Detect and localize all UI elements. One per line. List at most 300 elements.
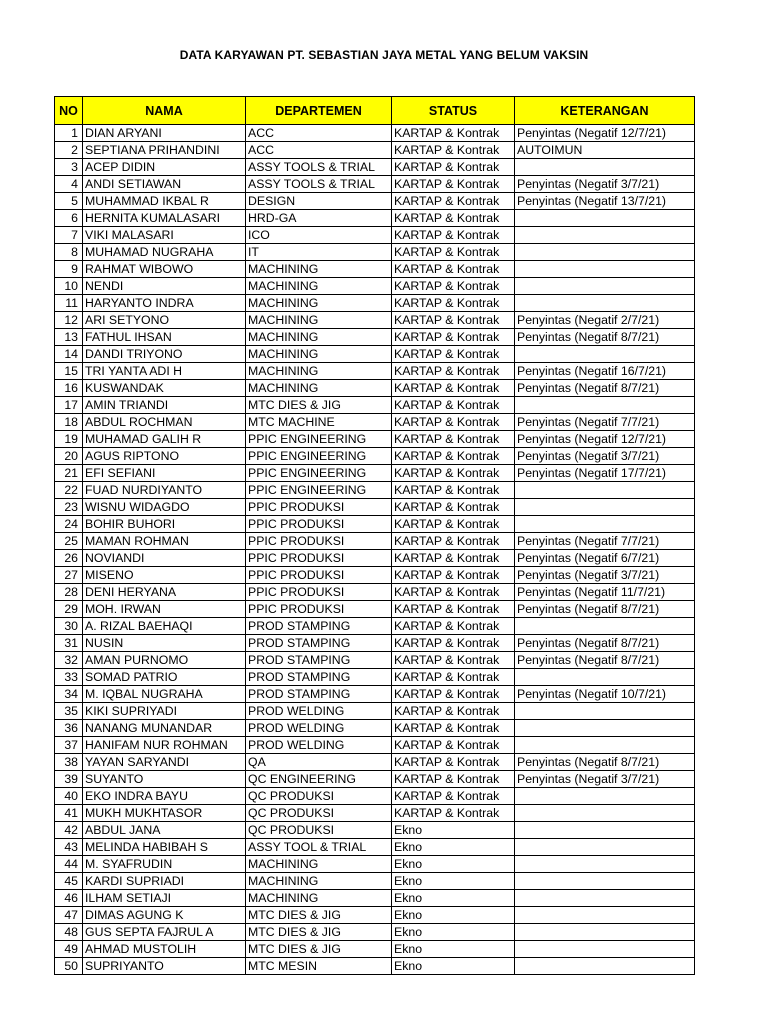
cell-status: KARTAP & Kontrak xyxy=(392,635,515,652)
cell-nama: NOVIANDI xyxy=(83,550,246,567)
cell-no: 17 xyxy=(55,397,83,414)
table-row xyxy=(55,159,695,176)
cell-status: KARTAP & Kontrak xyxy=(392,482,515,499)
cell-keterangan xyxy=(515,261,695,278)
cell-nama: KUSWANDAK xyxy=(83,380,246,397)
cell-departemen: PPIC ENGINEERING xyxy=(246,482,392,499)
table-row xyxy=(55,448,695,465)
column-header-nama: NAMA xyxy=(83,97,246,125)
cell-status: KARTAP & Kontrak xyxy=(392,567,515,584)
cell-departemen: PPIC PRODUKSI xyxy=(246,499,392,516)
cell-no: 14 xyxy=(55,346,83,363)
cell-no: 29 xyxy=(55,601,83,618)
cell-departemen: MACHINING xyxy=(246,312,392,329)
table-row xyxy=(55,924,695,941)
cell-departemen: MACHINING xyxy=(246,856,392,873)
cell-status: Ekno xyxy=(392,941,515,958)
cell-keterangan xyxy=(515,737,695,754)
cell-departemen: QC PRODUKSI xyxy=(246,822,392,839)
cell-no: 19 xyxy=(55,431,83,448)
cell-keterangan xyxy=(515,278,695,295)
cell-no: 50 xyxy=(55,958,83,975)
cell-status: Ekno xyxy=(392,958,515,975)
cell-departemen: PPIC PRODUKSI xyxy=(246,533,392,550)
cell-keterangan xyxy=(515,720,695,737)
cell-status: KARTAP & Kontrak xyxy=(392,193,515,210)
table-row xyxy=(55,669,695,686)
table-row xyxy=(55,176,695,193)
cell-departemen: MACHINING xyxy=(246,261,392,278)
cell-status: KARTAP & Kontrak xyxy=(392,244,515,261)
cell-status: KARTAP & Kontrak xyxy=(392,159,515,176)
table-row xyxy=(55,771,695,788)
cell-no: 10 xyxy=(55,278,83,295)
cell-keterangan xyxy=(515,907,695,924)
cell-departemen: PROD STAMPING xyxy=(246,618,392,635)
table-row xyxy=(55,363,695,380)
cell-status: KARTAP & Kontrak xyxy=(392,465,515,482)
cell-no: 25 xyxy=(55,533,83,550)
cell-keterangan xyxy=(515,499,695,516)
cell-status: KARTAP & Kontrak xyxy=(392,295,515,312)
cell-departemen: DESIGN xyxy=(246,193,392,210)
table-row xyxy=(55,465,695,482)
cell-keterangan: Penyintas (Negatif 12/7/21) xyxy=(515,125,695,142)
table-row xyxy=(55,380,695,397)
cell-keterangan: Penyintas (Negatif 8/7/21) xyxy=(515,329,695,346)
cell-no: 15 xyxy=(55,363,83,380)
cell-status: KARTAP & Kontrak xyxy=(392,550,515,567)
cell-no: 38 xyxy=(55,754,83,771)
cell-nama: AGUS RIPTONO xyxy=(83,448,246,465)
cell-departemen: PPIC ENGINEERING xyxy=(246,465,392,482)
cell-nama: FUAD NURDIYANTO xyxy=(83,482,246,499)
cell-no: 37 xyxy=(55,737,83,754)
cell-status: KARTAP & Kontrak xyxy=(392,176,515,193)
cell-status: KARTAP & Kontrak xyxy=(392,142,515,159)
cell-keterangan xyxy=(515,397,695,414)
cell-status: KARTAP & Kontrak xyxy=(392,720,515,737)
cell-status: KARTAP & Kontrak xyxy=(392,278,515,295)
cell-keterangan xyxy=(515,805,695,822)
cell-nama: VIKI MALASARI xyxy=(83,227,246,244)
table-row xyxy=(55,720,695,737)
cell-keterangan xyxy=(515,958,695,975)
table-row xyxy=(55,737,695,754)
cell-no: 6 xyxy=(55,210,83,227)
cell-nama: SUYANTO xyxy=(83,771,246,788)
cell-departemen: ACC xyxy=(246,142,392,159)
cell-keterangan: Penyintas (Negatif 3/7/21) xyxy=(515,771,695,788)
cell-no: 30 xyxy=(55,618,83,635)
table-body xyxy=(55,125,695,975)
cell-no: 21 xyxy=(55,465,83,482)
cell-no: 49 xyxy=(55,941,83,958)
table-row xyxy=(55,329,695,346)
cell-no: 44 xyxy=(55,856,83,873)
cell-nama: SEPTIANA PRIHANDINI xyxy=(83,142,246,159)
cell-status: KARTAP & Kontrak xyxy=(392,363,515,380)
table-row xyxy=(55,873,695,890)
table-header-row xyxy=(55,97,695,125)
cell-keterangan xyxy=(515,873,695,890)
cell-no: 4 xyxy=(55,176,83,193)
cell-departemen: PROD WELDING xyxy=(246,703,392,720)
cell-status: KARTAP & Kontrak xyxy=(392,312,515,329)
cell-departemen: QC ENGINEERING xyxy=(246,771,392,788)
table-row xyxy=(55,346,695,363)
table-row xyxy=(55,227,695,244)
cell-status: KARTAP & Kontrak xyxy=(392,125,515,142)
cell-no: 32 xyxy=(55,652,83,669)
cell-no: 7 xyxy=(55,227,83,244)
cell-nama: MISENO xyxy=(83,567,246,584)
cell-status: KARTAP & Kontrak xyxy=(392,261,515,278)
cell-status: KARTAP & Kontrak xyxy=(392,737,515,754)
cell-departemen: ASSY TOOLS & TRIAL xyxy=(246,176,392,193)
cell-departemen: PROD STAMPING xyxy=(246,686,392,703)
cell-nama: ANDI SETIAWAN xyxy=(83,176,246,193)
cell-nama: ILHAM SETIAJI xyxy=(83,890,246,907)
cell-keterangan xyxy=(515,856,695,873)
cell-nama: HERNITA KUMALASARI xyxy=(83,210,246,227)
cell-no: 26 xyxy=(55,550,83,567)
table-row xyxy=(55,584,695,601)
cell-nama: MELINDA HABIBAH S xyxy=(83,839,246,856)
cell-departemen: ICO xyxy=(246,227,392,244)
cell-no: 9 xyxy=(55,261,83,278)
cell-no: 46 xyxy=(55,890,83,907)
table-row xyxy=(55,618,695,635)
cell-no: 12 xyxy=(55,312,83,329)
cell-nama: MUHAMAD GALIH R xyxy=(83,431,246,448)
cell-keterangan: Penyintas (Negatif 11/7/21) xyxy=(515,584,695,601)
cell-keterangan: Penyintas (Negatif 8/7/21) xyxy=(515,601,695,618)
cell-departemen: QC PRODUKSI xyxy=(246,788,392,805)
cell-status: KARTAP & Kontrak xyxy=(392,754,515,771)
cell-departemen: PROD STAMPING xyxy=(246,635,392,652)
cell-status: Ekno xyxy=(392,873,515,890)
cell-keterangan: Penyintas (Negatif 12/7/21) xyxy=(515,431,695,448)
cell-no: 8 xyxy=(55,244,83,261)
cell-status: KARTAP & Kontrak xyxy=(392,227,515,244)
cell-departemen: MTC DIES & JIG xyxy=(246,924,392,941)
cell-keterangan xyxy=(515,890,695,907)
cell-nama: NANANG MUNANDAR xyxy=(83,720,246,737)
cell-status: KARTAP & Kontrak xyxy=(392,686,515,703)
cell-no: 13 xyxy=(55,329,83,346)
cell-departemen: PPIC PRODUKSI xyxy=(246,516,392,533)
cell-status: KARTAP & Kontrak xyxy=(392,652,515,669)
cell-keterangan: Penyintas (Negatif 3/7/21) xyxy=(515,448,695,465)
cell-no: 43 xyxy=(55,839,83,856)
cell-nama: M. IQBAL NUGRAHA xyxy=(83,686,246,703)
cell-no: 31 xyxy=(55,635,83,652)
cell-nama: SUPRIYANTO xyxy=(83,958,246,975)
column-header-departemen: DEPARTEMEN xyxy=(246,97,392,125)
cell-keterangan xyxy=(515,227,695,244)
cell-departemen: PPIC ENGINEERING xyxy=(246,448,392,465)
employee-table xyxy=(54,96,695,975)
cell-departemen: PROD WELDING xyxy=(246,720,392,737)
cell-nama: DANDI TRIYONO xyxy=(83,346,246,363)
cell-no: 40 xyxy=(55,788,83,805)
cell-nama: GUS SEPTA FAJRUL A xyxy=(83,924,246,941)
cell-no: 39 xyxy=(55,771,83,788)
cell-status: KARTAP & Kontrak xyxy=(392,601,515,618)
cell-departemen: MACHINING xyxy=(246,363,392,380)
cell-keterangan xyxy=(515,839,695,856)
cell-status: KARTAP & Kontrak xyxy=(392,499,515,516)
cell-status: KARTAP & Kontrak xyxy=(392,448,515,465)
table-row xyxy=(55,142,695,159)
cell-no: 47 xyxy=(55,907,83,924)
cell-nama: ACEP DIDIN xyxy=(83,159,246,176)
cell-departemen: ACC xyxy=(246,125,392,142)
cell-nama: SOMAD PATRIO xyxy=(83,669,246,686)
cell-keterangan: Penyintas (Negatif 3/7/21) xyxy=(515,176,695,193)
table-row xyxy=(55,567,695,584)
table-row xyxy=(55,754,695,771)
cell-departemen: MACHINING xyxy=(246,278,392,295)
cell-nama: MUHAMMAD IKBAL R xyxy=(83,193,246,210)
cell-departemen: PROD STAMPING xyxy=(246,669,392,686)
cell-keterangan xyxy=(515,346,695,363)
cell-status: KARTAP & Kontrak xyxy=(392,380,515,397)
cell-departemen: ASSY TOOL & TRIAL xyxy=(246,839,392,856)
cell-departemen: MACHINING xyxy=(246,346,392,363)
cell-departemen: MACHINING xyxy=(246,295,392,312)
cell-keterangan: Penyintas (Negatif 8/7/21) xyxy=(515,652,695,669)
table-row xyxy=(55,210,695,227)
cell-departemen: PROD STAMPING xyxy=(246,652,392,669)
cell-nama: MUKH MUKHTASOR xyxy=(83,805,246,822)
cell-no: 42 xyxy=(55,822,83,839)
cell-status: KARTAP & Kontrak xyxy=(392,210,515,227)
document-title: DATA KARYAWAN PT. SEBASTIAN JAYA METAL YANG BELUM VAKSIN xyxy=(179,48,589,62)
cell-no: 27 xyxy=(55,567,83,584)
cell-no: 23 xyxy=(55,499,83,516)
cell-keterangan: Penyintas (Negatif 17/7/21) xyxy=(515,465,695,482)
cell-keterangan xyxy=(515,669,695,686)
cell-departemen: MACHINING xyxy=(246,890,392,907)
cell-keterangan: Penyintas (Negatif 7/7/21) xyxy=(515,414,695,431)
cell-keterangan xyxy=(515,516,695,533)
cell-departemen: PPIC PRODUKSI xyxy=(246,567,392,584)
table-row xyxy=(55,703,695,720)
table-row xyxy=(55,533,695,550)
cell-no: 22 xyxy=(55,482,83,499)
cell-no: 35 xyxy=(55,703,83,720)
cell-status: KARTAP & Kontrak xyxy=(392,618,515,635)
cell-status: KARTAP & Kontrak xyxy=(392,346,515,363)
table-row xyxy=(55,125,695,142)
table-row xyxy=(55,601,695,618)
cell-nama: MOH. IRWAN xyxy=(83,601,246,618)
cell-no: 28 xyxy=(55,584,83,601)
cell-status: KARTAP & Kontrak xyxy=(392,397,515,414)
cell-no: 5 xyxy=(55,193,83,210)
cell-keterangan: Penyintas (Negatif 8/7/21) xyxy=(515,380,695,397)
cell-status: KARTAP & Kontrak xyxy=(392,516,515,533)
cell-status: KARTAP & Kontrak xyxy=(392,329,515,346)
cell-status: KARTAP & Kontrak xyxy=(392,431,515,448)
cell-no: 41 xyxy=(55,805,83,822)
cell-nama: ARI SETYONO xyxy=(83,312,246,329)
cell-status: Ekno xyxy=(392,924,515,941)
cell-keterangan xyxy=(515,618,695,635)
cell-keterangan: Penyintas (Negatif 13/7/21) xyxy=(515,193,695,210)
cell-no: 2 xyxy=(55,142,83,159)
table-row xyxy=(55,397,695,414)
cell-nama: DIMAS AGUNG K xyxy=(83,907,246,924)
cell-keterangan: Penyintas (Negatif 7/7/21) xyxy=(515,533,695,550)
cell-status: KARTAP & Kontrak xyxy=(392,771,515,788)
cell-nama: M. SYAFRUDIN xyxy=(83,856,246,873)
cell-nama: ABDUL JANA xyxy=(83,822,246,839)
table-row xyxy=(55,907,695,924)
cell-departemen: MTC DIES & JIG xyxy=(246,907,392,924)
cell-departemen: MACHINING xyxy=(246,873,392,890)
cell-keterangan: Penyintas (Negatif 3/7/21) xyxy=(515,567,695,584)
cell-no: 18 xyxy=(55,414,83,431)
table-row xyxy=(55,958,695,975)
cell-keterangan: Penyintas (Negatif 8/7/21) xyxy=(515,635,695,652)
cell-no: 48 xyxy=(55,924,83,941)
cell-no: 20 xyxy=(55,448,83,465)
table-row xyxy=(55,278,695,295)
cell-status: Ekno xyxy=(392,856,515,873)
cell-status: Ekno xyxy=(392,907,515,924)
cell-nama: KIKI SUPRIYADI xyxy=(83,703,246,720)
cell-departemen: HRD-GA xyxy=(246,210,392,227)
table-row xyxy=(55,244,695,261)
table-row xyxy=(55,414,695,431)
table-row xyxy=(55,295,695,312)
cell-keterangan: AUTOIMUN xyxy=(515,142,695,159)
cell-nama: MAMAN ROHMAN xyxy=(83,533,246,550)
cell-status: KARTAP & Kontrak xyxy=(392,533,515,550)
cell-departemen: PROD WELDING xyxy=(246,737,392,754)
cell-keterangan xyxy=(515,159,695,176)
cell-nama: AMAN PURNOMO xyxy=(83,652,246,669)
cell-nama: DIAN ARYANI xyxy=(83,125,246,142)
cell-nama: NENDI xyxy=(83,278,246,295)
cell-nama: KARDI SUPRIADI xyxy=(83,873,246,890)
cell-departemen: MTC MESIN xyxy=(246,958,392,975)
cell-nama: EKO INDRA BAYU xyxy=(83,788,246,805)
cell-nama: BOHIR BUHORI xyxy=(83,516,246,533)
table-row xyxy=(55,499,695,516)
cell-keterangan xyxy=(515,295,695,312)
cell-keterangan: Penyintas (Negatif 2/7/21) xyxy=(515,312,695,329)
cell-status: KARTAP & Kontrak xyxy=(392,414,515,431)
cell-keterangan xyxy=(515,788,695,805)
column-header-status: STATUS xyxy=(392,97,515,125)
cell-departemen: MTC DIES & JIG xyxy=(246,397,392,414)
table-row xyxy=(55,261,695,278)
cell-no: 1 xyxy=(55,125,83,142)
cell-no: 3 xyxy=(55,159,83,176)
cell-departemen: ASSY TOOLS & TRIAL xyxy=(246,159,392,176)
cell-keterangan xyxy=(515,941,695,958)
cell-nama: WISNU WIDAGDO xyxy=(83,499,246,516)
table-row xyxy=(55,941,695,958)
table-row xyxy=(55,652,695,669)
cell-nama: RAHMAT WIBOWO xyxy=(83,261,246,278)
cell-departemen: MACHINING xyxy=(246,329,392,346)
cell-departemen: IT xyxy=(246,244,392,261)
cell-nama: DENI HERYANA xyxy=(83,584,246,601)
cell-nama: YAYAN SARYANDI xyxy=(83,754,246,771)
cell-departemen: PPIC PRODUKSI xyxy=(246,601,392,618)
cell-departemen: PPIC PRODUKSI xyxy=(246,584,392,601)
cell-keterangan xyxy=(515,244,695,261)
cell-no: 11 xyxy=(55,295,83,312)
cell-nama: NUSIN xyxy=(83,635,246,652)
cell-keterangan: Penyintas (Negatif 8/7/21) xyxy=(515,754,695,771)
cell-no: 16 xyxy=(55,380,83,397)
cell-keterangan xyxy=(515,210,695,227)
cell-keterangan: Penyintas (Negatif 6/7/21) xyxy=(515,550,695,567)
cell-no: 24 xyxy=(55,516,83,533)
cell-nama: EFI SEFIANI xyxy=(83,465,246,482)
cell-no: 34 xyxy=(55,686,83,703)
cell-nama: TRI YANTA ADI H xyxy=(83,363,246,380)
cell-status: Ekno xyxy=(392,822,515,839)
cell-keterangan xyxy=(515,703,695,720)
cell-status: Ekno xyxy=(392,839,515,856)
cell-nama: A. RIZAL BAEHAQI xyxy=(83,618,246,635)
cell-no: 45 xyxy=(55,873,83,890)
table-row xyxy=(55,839,695,856)
table-row xyxy=(55,890,695,907)
cell-status: KARTAP & Kontrak xyxy=(392,584,515,601)
table-row xyxy=(55,822,695,839)
cell-no: 33 xyxy=(55,669,83,686)
table-row xyxy=(55,856,695,873)
cell-keterangan xyxy=(515,924,695,941)
cell-departemen: PPIC ENGINEERING xyxy=(246,431,392,448)
cell-departemen: MTC DIES & JIG xyxy=(246,941,392,958)
cell-keterangan xyxy=(515,482,695,499)
table-row xyxy=(55,482,695,499)
cell-status: KARTAP & Kontrak xyxy=(392,788,515,805)
cell-no: 36 xyxy=(55,720,83,737)
table-row xyxy=(55,193,695,210)
cell-nama: HARYANTO INDRA xyxy=(83,295,246,312)
cell-departemen: MTC MACHINE xyxy=(246,414,392,431)
cell-departemen: QA xyxy=(246,754,392,771)
table-row xyxy=(55,686,695,703)
column-header-no: NO xyxy=(55,97,83,125)
cell-status: Ekno xyxy=(392,890,515,907)
cell-status: KARTAP & Kontrak xyxy=(392,669,515,686)
cell-nama: HANIFAM NUR ROHMAN xyxy=(83,737,246,754)
cell-status: KARTAP & Kontrak xyxy=(392,703,515,720)
cell-nama: ABDUL ROCHMAN xyxy=(83,414,246,431)
cell-nama: MUHAMAD NUGRAHA xyxy=(83,244,246,261)
table-row xyxy=(55,431,695,448)
cell-nama: AHMAD MUSTOLIH xyxy=(83,941,246,958)
cell-departemen: QC PRODUKSI xyxy=(246,805,392,822)
cell-departemen: PPIC PRODUKSI xyxy=(246,550,392,567)
column-header-keterangan: KETERANGAN xyxy=(515,97,695,125)
cell-keterangan: Penyintas (Negatif 10/7/21) xyxy=(515,686,695,703)
table-row xyxy=(55,550,695,567)
table-row xyxy=(55,635,695,652)
table-row xyxy=(55,516,695,533)
